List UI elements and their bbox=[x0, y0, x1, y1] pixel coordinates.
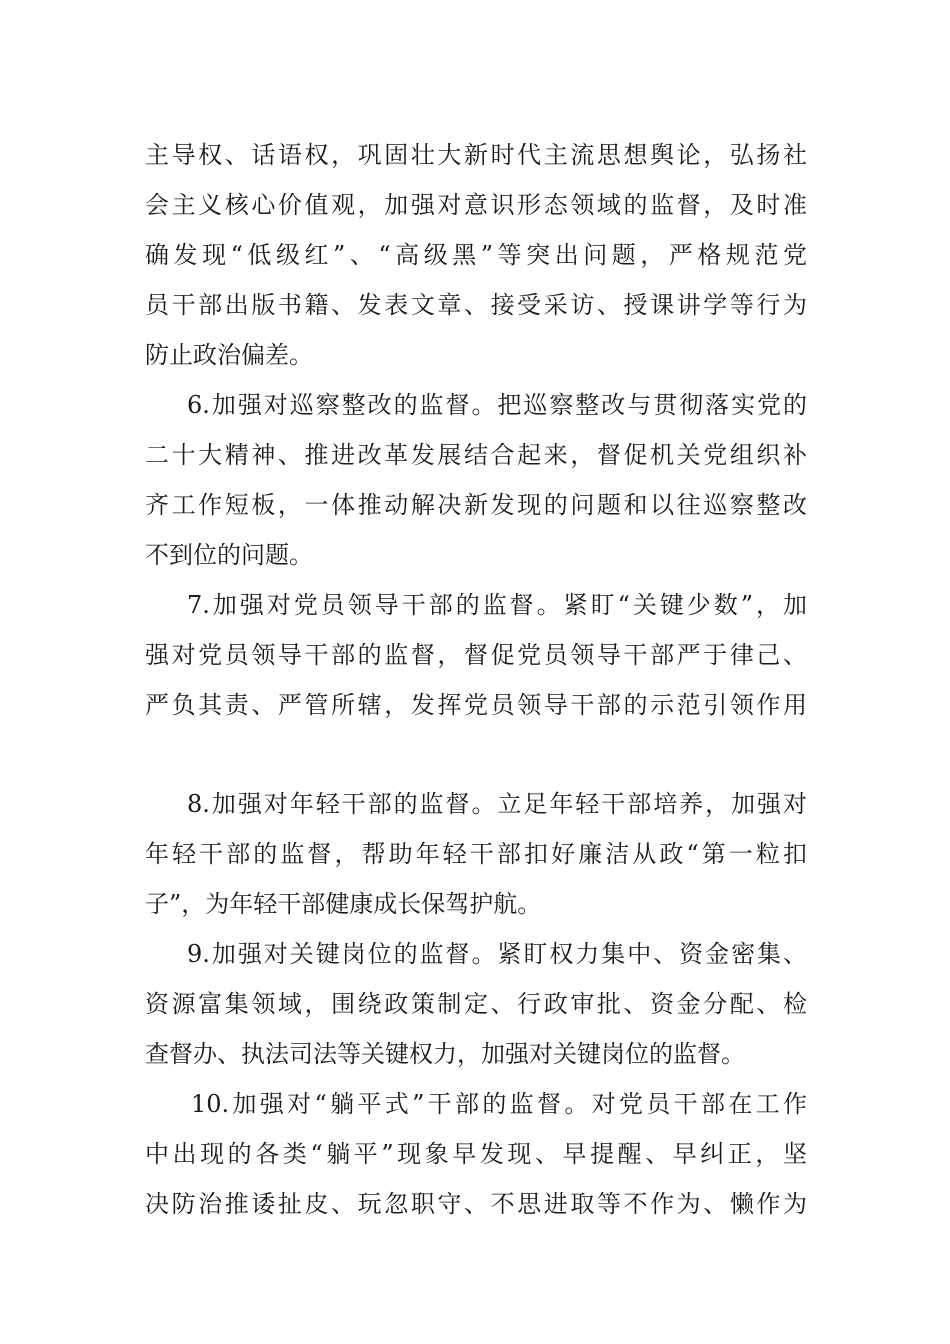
text-line: 主导权、话语权，巩固壮大新时代主流思想舆论，弘扬社 bbox=[145, 141, 807, 169]
text-line: 查督办、执法司法等关键权力，加强对关键岗位的监督。 bbox=[145, 1040, 745, 1068]
paragraph-7-heading-line: 7.加强对党员领导干部的监督。紧盯“关键少数”，加 bbox=[187, 591, 807, 619]
text-line: 二十大精神、推进改革发展结合起来，督促机关党组织补 bbox=[145, 441, 807, 469]
text-line: 防止政治偏差。 bbox=[145, 341, 313, 369]
text-line: 年轻干部的监督，帮助年轻干部扣好廉洁从政“第一粒扣 bbox=[145, 840, 807, 868]
document-body bbox=[145, 130, 807, 1229]
text-line: 员干部出版书籍、发表文章、接受采访、授课讲学等行为 bbox=[145, 291, 807, 319]
text-line: 强对党员领导干部的监督，督促党员领导干部严于律己、 bbox=[145, 641, 807, 669]
paragraph-8-heading-line: 8.加强对年轻干部的监督。立足年轻干部培养，加强对 bbox=[187, 790, 807, 818]
text-line: 资源富集领域，围绕政策制定、行政审批、资金分配、检 bbox=[145, 990, 807, 1018]
paragraph-6-heading-line: 6.加强对巡察整改的监督。把巡察整改与贯彻落实党的 bbox=[187, 391, 807, 419]
text-line: 中出现的各类“躺平”现象早发现、早提醒、早纠正，坚 bbox=[145, 1140, 807, 1168]
text-line: 会主义核心价值观，加强对意识形态领域的监督，及时准 bbox=[145, 191, 807, 219]
paragraph-10-heading-line: 10.加强对“躺平式”干部的监督。对党员干部在工作 bbox=[191, 1090, 807, 1118]
paragraph-9-heading-line: 9.加强对关键岗位的监督。紧盯权力集中、资金密集、 bbox=[187, 940, 807, 968]
blank-line bbox=[145, 730, 807, 779]
text-line: 不到位的问题。 bbox=[145, 541, 313, 569]
text-line: 决防治推诿扯皮、玩忽职守、不思进取等不作为、懒作为 bbox=[145, 1190, 807, 1218]
text-line: 严负其责、严管所辖，发挥党员领导干部的示范引领作用 bbox=[145, 691, 807, 719]
text-line: 确发现“低级红”、“高级黑”等突出问题，严格规范党 bbox=[145, 241, 807, 269]
text-line: 齐工作短板，一体推动解决新发现的问题和以往巡察整改 bbox=[145, 491, 807, 519]
text-line: 子”，为年轻干部健康成长保驾护航。 bbox=[145, 890, 542, 918]
